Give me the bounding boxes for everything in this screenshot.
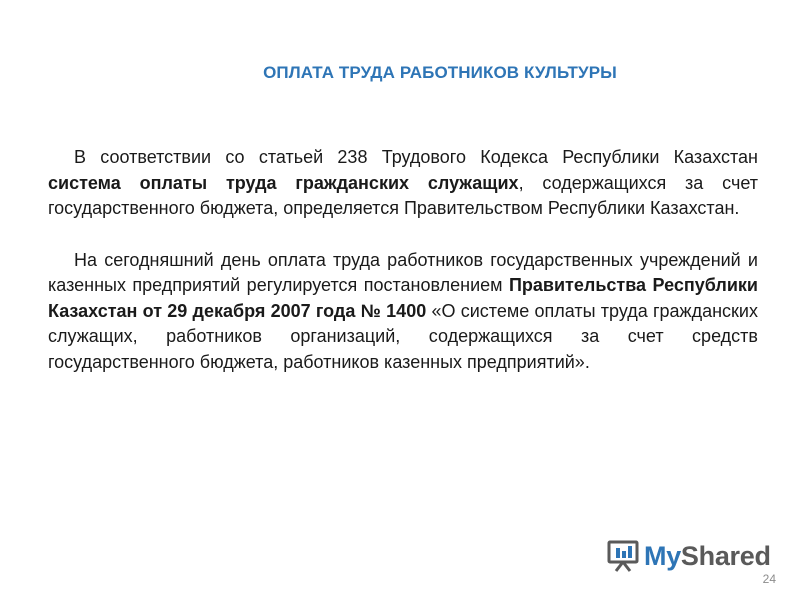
paragraph-2-after: «О системе оплаты труда гражданских служащих, работников организаций, содержащихся за счет средств государственного бюджета, работников казенных предприятий». [48,300,758,372]
presentation-board-icon [606,539,640,573]
paragraph-1-after: , содержащихся за счет государственного бюджета, определяется Правительством Республики Казахстан. [48,172,758,218]
paragraph-2-before: На сегодняшний день оплата труда работников государственных учреждений и казенных предприятий регулируется постановлением [48,249,758,295]
watermark-text-my: My [644,540,681,571]
watermark-text-shared: Shared [680,540,771,571]
watermark-text [644,541,771,572]
slide-title: ОПЛАТА ТРУДА РАБОТНИКОВ КУЛЬТУРЫ [263,63,617,82]
slide-body [48,145,758,401]
page-number: 24 [762,572,776,586]
paragraph-1-bold: система оплаты труда гражданских служащих [48,172,519,193]
paragraph-2 [48,248,758,376]
paragraph-2-bold: Правительства Республики Казахстан от 29 декабря 2007 года № 1400 [48,275,758,321]
paragraph-1 [48,145,758,222]
watermark-logo [606,538,771,574]
paragraph-1-before: В соответствии со статьей 238 Трудового Кодекса Республики Казахстан [74,147,758,167]
